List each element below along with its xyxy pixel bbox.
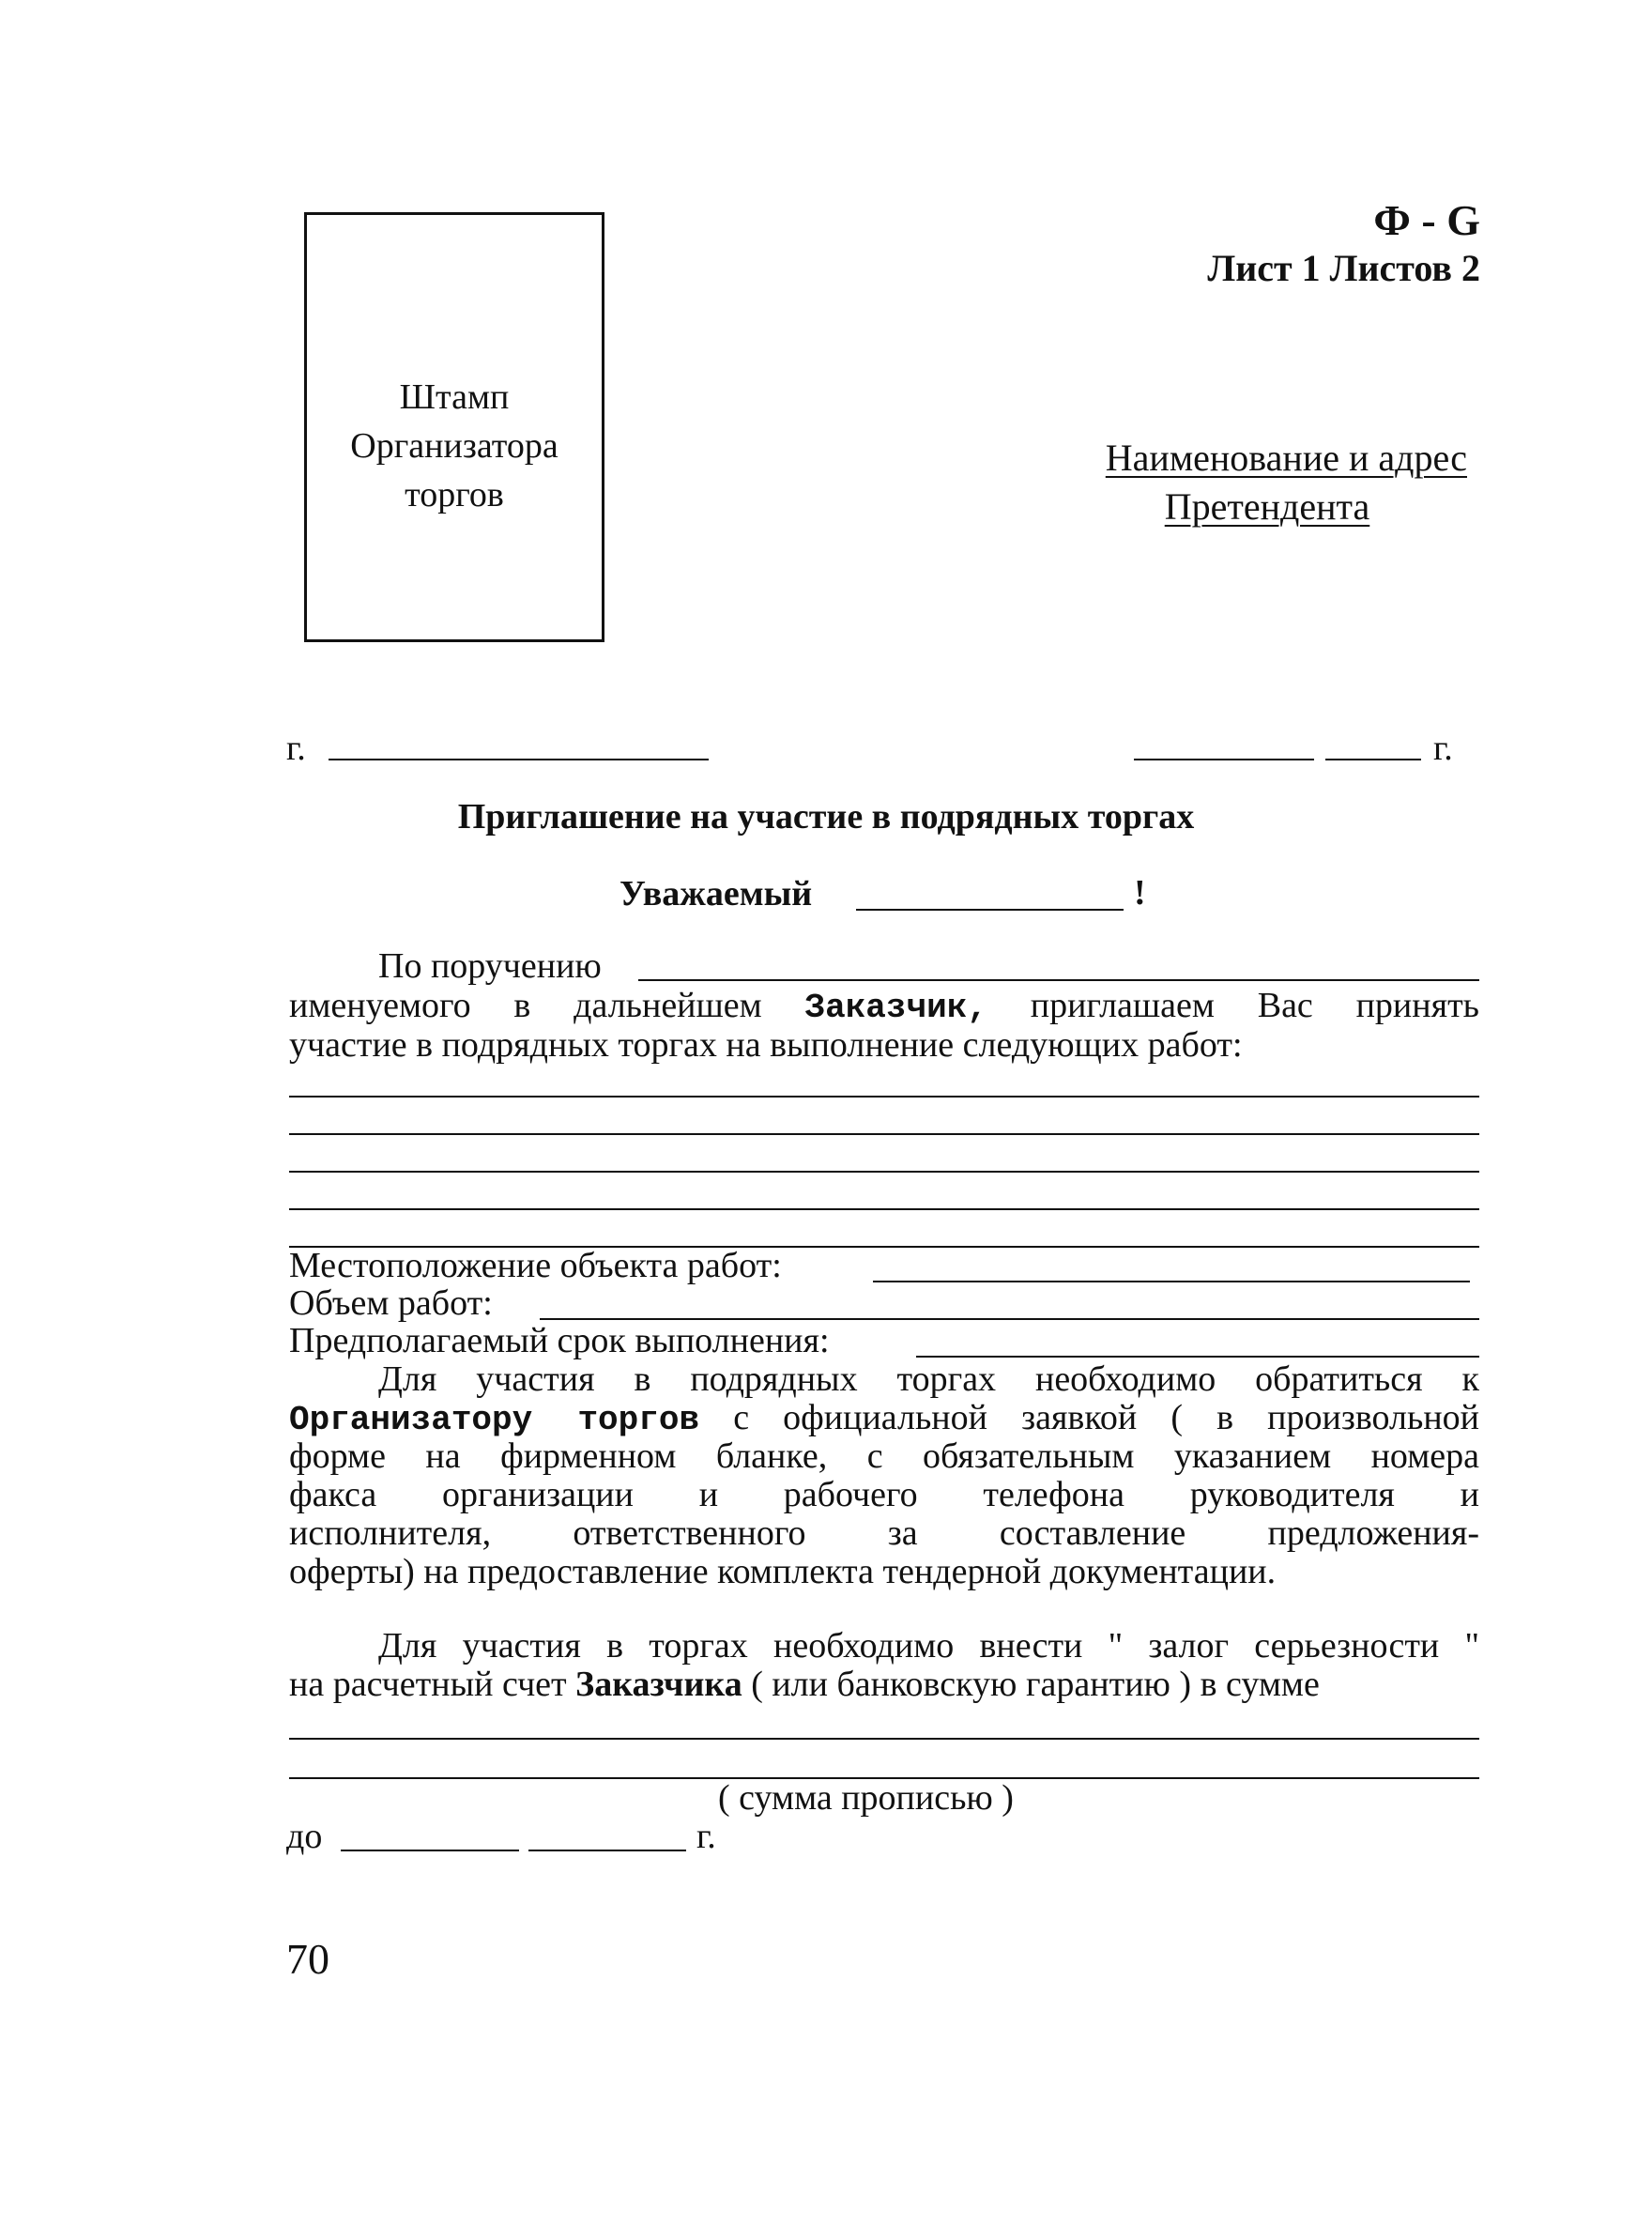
page-number: 70 — [286, 1935, 329, 1983]
works-blank-4[interactable] — [289, 1208, 1479, 1210]
salutation-mark: ! — [1134, 873, 1146, 913]
deadline-year-blank[interactable] — [528, 1850, 686, 1851]
applicant-label-line1: Наименование и адрес — [1105, 437, 1467, 479]
sum-caption: ( сумма прописью ) — [718, 1778, 1014, 1818]
customer-line: именуемого в дальнейшем Заказчик, приглашаем Вас принять — [289, 986, 1480, 1027]
year-suffix: г. — [1433, 729, 1453, 768]
para1-line6: оферты) на предоставление комплекта тендерной документации. — [289, 1552, 1277, 1591]
city-prefix: г. — [286, 729, 306, 768]
addressee-blank[interactable] — [856, 909, 1124, 911]
sum-blank-1[interactable] — [289, 1738, 1479, 1740]
stamp-label-line1: Штамп — [399, 377, 510, 417]
deadline-prefix: до — [286, 1817, 323, 1856]
works-blank-2[interactable] — [289, 1133, 1479, 1135]
deadline-date-blank[interactable] — [341, 1850, 519, 1851]
instruction-prefix: По поручению — [378, 946, 602, 986]
para1-line4: факса организации и рабочего телефона руководителя и — [289, 1475, 1479, 1514]
sheet-info: Лист 1 Листов 2 — [1207, 247, 1480, 289]
city-blank[interactable] — [329, 759, 709, 760]
para2-line1: Для участия в торгах необходимо внести " залог серьезности " — [378, 1626, 1479, 1666]
para1-line5: исполнителя, ответственного за составление предложения- — [289, 1513, 1479, 1553]
organizer-stamp-box — [304, 212, 604, 642]
year-blank[interactable] — [1325, 759, 1421, 760]
document-title: Приглашение на участие в подрядных торгах — [457, 797, 1195, 837]
works-intro: участие в подрядных торгах на выполнение следующих работ: — [289, 1025, 1243, 1065]
location-label: Местоположение объекта работ: — [289, 1246, 782, 1285]
para1-line2: Организатору торгов с официальной заявкой ( в произвольной — [289, 1398, 1479, 1439]
form-code: Ф - G — [1373, 196, 1480, 244]
organizer-term: Организатору торгов — [289, 1401, 700, 1439]
para2-line2: на расчетный счет Заказчика ( или банковскую гарантию ) в сумме — [289, 1665, 1320, 1704]
applicant-label-line2: Претендента — [1164, 485, 1370, 528]
volume-blank[interactable] — [540, 1318, 1479, 1320]
principal-blank[interactable] — [638, 979, 1479, 981]
volume-label: Объем работ: — [289, 1283, 493, 1323]
stamp-label-line2: Организатора — [350, 426, 558, 466]
para1-line3: форме на фирменном бланке, с обязательным указанием номера — [289, 1436, 1479, 1476]
stamp-label — [307, 373, 602, 519]
date-blank[interactable] — [1134, 759, 1314, 760]
works-blank-3[interactable] — [289, 1171, 1479, 1173]
salutation-word: Уважаемый — [620, 874, 813, 913]
term-blank[interactable] — [916, 1356, 1479, 1358]
location-blank[interactable] — [873, 1281, 1470, 1282]
term-label: Предполагаемый срок выполнения: — [289, 1321, 830, 1360]
works-blank-1[interactable] — [289, 1096, 1479, 1098]
stamp-label-line3: торгов — [405, 475, 504, 514]
customer-term: Заказчик, — [804, 989, 987, 1027]
deadline-suffix: г. — [696, 1817, 716, 1856]
customer-term-2: Заказчика — [575, 1665, 742, 1704]
para1-line1: Для участия в подрядных торгах необходимо обратиться к — [378, 1359, 1479, 1399]
